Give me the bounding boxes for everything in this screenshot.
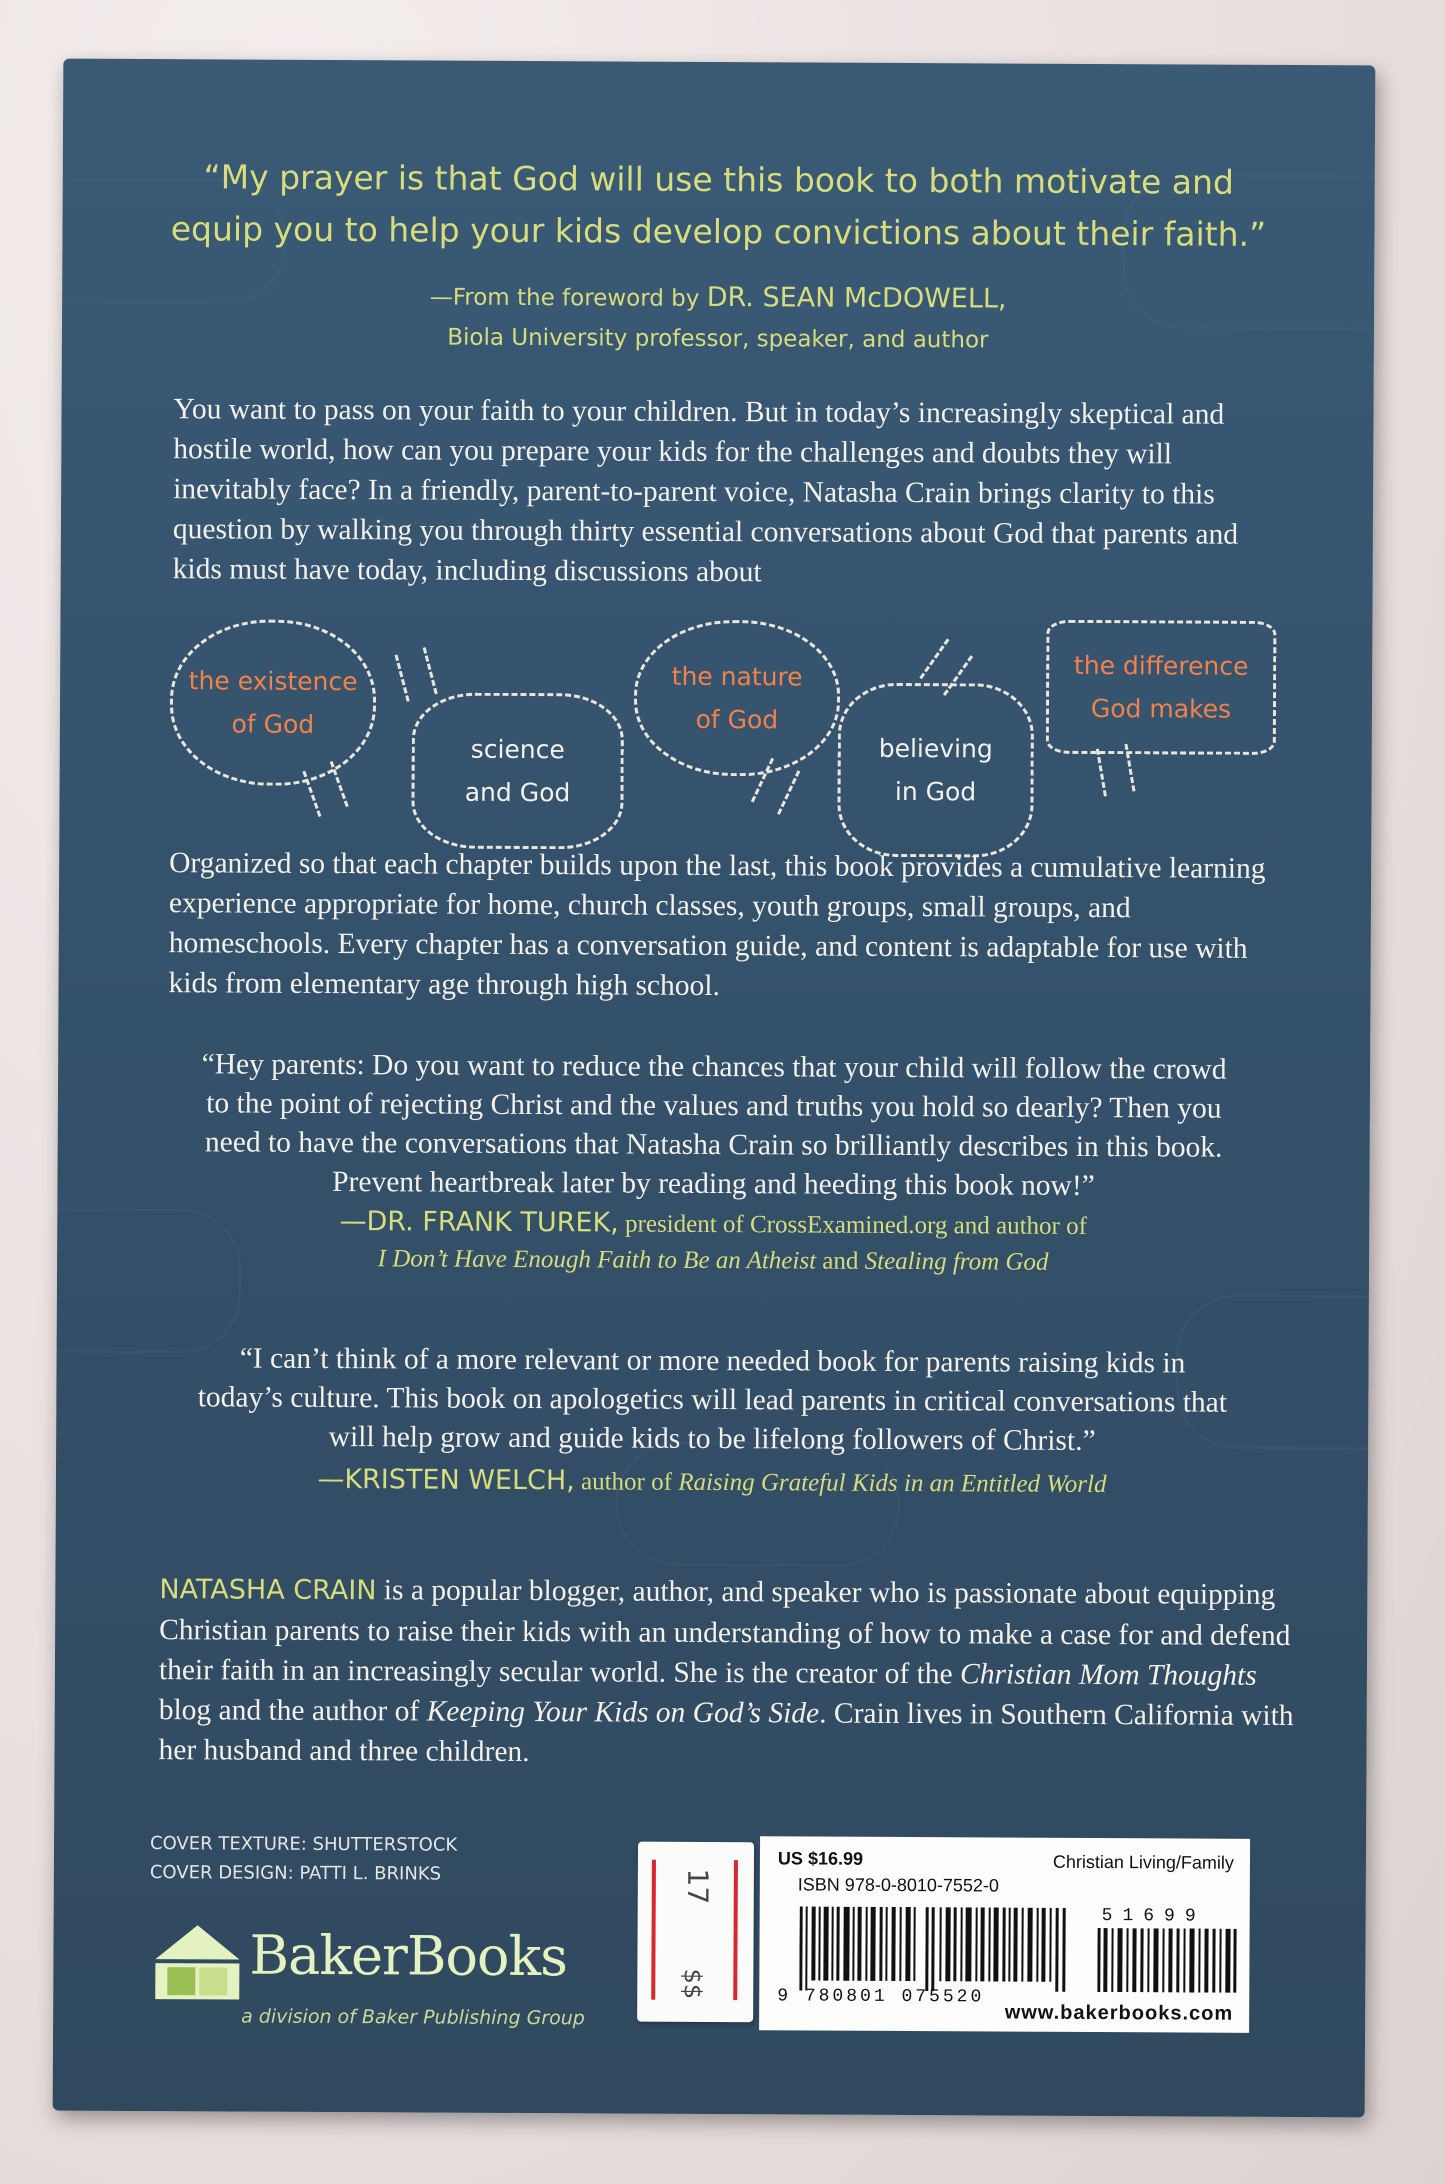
intro-paragraph: You want to pass on your faith to your children. But in today’s increasingly skeptical and hostile world, how can you prepare your kids for the challenges and doubts they will inevitably face? In a friendly, parent-to-parent voice, Natasha Crain brings clarity to this question by walking you through thirty essential conversations about God that parents and kids must have today, including discussions about (172, 393, 1239, 589)
quote-line: need to have the conversations that Natasha Crain so brilliantly describes in this book. (204, 1126, 1223, 1164)
topic-bubble-nature-of-god (634, 620, 841, 777)
organized-paragraph: Organized so that each chapter builds upon the last, this book provides a cumulative learning experience appropriate for home, church classes, youth groups, small groups, and homeschools. Every chapter has a conversation guide, and content is adaptable for use with kids from elementary age through high school. (168, 847, 1266, 1003)
barcode-category: Christian Living/Family (1052, 1851, 1235, 1873)
house-book-icon (149, 1919, 245, 2004)
credit-design: COVER DESIGN: PATTI L. BRINKS (149, 1862, 442, 1885)
author-name: NATASHA CRAIN (159, 1574, 377, 1607)
lead-quote-attribution (122, 275, 1314, 362)
topic-line: in God (894, 776, 977, 807)
endorsement-welch-attribution (116, 1461, 1308, 1504)
attribution-prefix: —From the foreword by (429, 284, 707, 312)
topic-line: the difference (1073, 650, 1249, 681)
author-bio (158, 1569, 1309, 1776)
cover-credits (150, 1829, 458, 1889)
quote-line: “Hey parents: Do you want to reduce the chances that your child will follow the crowd (201, 1048, 1227, 1086)
price-addon-barcode (1097, 1928, 1237, 1993)
publisher-logo (149, 1915, 610, 2037)
quote-line: will help grow and guide kids to be lifelong followers of Christ.” (328, 1420, 1096, 1458)
endorser-role: author of (574, 1468, 679, 1496)
topic-line: of God (695, 704, 779, 735)
cover-texture-shape (615, 1441, 900, 1566)
book-back-cover (53, 59, 1376, 2118)
endorser-book: Raising Grateful Kids in an Entitled World (678, 1468, 1107, 1499)
barcode-digits: 9 780801 075520 (777, 1986, 985, 2008)
barcode-label (759, 1836, 1250, 2033)
lead-quote (122, 151, 1315, 261)
endorsement-welch-quote (116, 1339, 1309, 1462)
sticker-number: 17 (681, 1868, 715, 1905)
endorser-name: —KRISTEN WELCH, (317, 1463, 575, 1497)
topic-bubble-difference-god-makes (1046, 620, 1277, 755)
topic-line: science (470, 734, 565, 765)
topic-bubble-science-and-god (411, 692, 624, 849)
endorser-connector: and (815, 1247, 865, 1275)
topic-bubble-believing-in-god (837, 683, 1034, 858)
bio-text: . Crain lives in Southern California with her husband and three children. (158, 1697, 1294, 1769)
sticker-stripe (733, 1860, 738, 2000)
barcode-isbn: ISBN 978-0-8010-7552-0 (797, 1874, 1000, 1896)
endorser-name: —DR. FRANK TUREK, (339, 1206, 619, 1239)
topic-line: of God (231, 709, 315, 739)
topic-line: God makes (1090, 693, 1232, 724)
attribution-name: DR. SEAN McDOWELL, (706, 281, 1007, 315)
lead-quote-line: “My prayer is that God will use this book to both motivate and (203, 157, 1235, 202)
blog-title: Christian Mom Thoughts (959, 1658, 1257, 1692)
quote-line: to the point of rejecting Christ and the values and truths you hold so dearly? Then you (206, 1087, 1222, 1125)
sticker-stripe (651, 1860, 656, 2000)
endorsement-turek-quote (117, 1045, 1310, 1207)
sticker-price-mark: $$ (678, 1968, 707, 2000)
bio-text: blog and the author of (158, 1694, 427, 1728)
credit-texture: COVER TEXTURE: SHUTTERSTOCK (149, 1833, 458, 1856)
endorsement-turek-attribution (117, 1203, 1309, 1282)
bubble-tail (395, 647, 438, 702)
bubble-tail (302, 761, 348, 817)
topic-line: and God (464, 777, 571, 808)
endorser-book: I Don’t Have Enough Faith to Be an Atheist (377, 1245, 817, 1275)
topic-line: believing (878, 733, 993, 764)
isbn-barcode (799, 1906, 1067, 1991)
quote-line: today’s culture. This book on apologetics will lead parents in critical conversations that (197, 1381, 1228, 1419)
endorser-book: Stealing from God (864, 1247, 1049, 1276)
quote-line: Prevent heartbreak later by reading and heeding this book now!” (332, 1166, 1095, 1202)
lead-quote-line: equip you to help your kids develop convictions about their faith.” (170, 209, 1267, 254)
topic-line: the nature (671, 661, 803, 692)
topic-bubble-existence-of-god (170, 619, 377, 786)
attribution-role: Biola University professor, speaker, and author (447, 324, 989, 354)
publisher-url: www.bakerbooks.com (1004, 2001, 1234, 2025)
publisher-tagline: a division of Baker Publishing Group (241, 2005, 585, 2030)
barcode-addon-digits: 51699 (1101, 1906, 1206, 1927)
endorser-role: president of CrossExamined.org and author of (618, 1210, 1088, 1240)
publisher-wordmark: BakerBooks (249, 1923, 568, 1989)
book-title: Keeping Your Kids on God’s Side (426, 1695, 820, 1730)
bio-text: is a popular blogger, author, and speaker who is passionate about equipping Christian parents to raise their kids with an understanding of how to make a case for and defend their faith in an increasingly secular world. She is the creator of the (158, 1574, 1291, 1691)
price-sticker (637, 1842, 754, 2023)
topic-line: the existence (188, 666, 358, 697)
barcode-price: US $16.99 (777, 1848, 864, 1869)
quote-line: “I can’t think of a more relevant or more needed book for parents raising kids in (239, 1342, 1186, 1380)
